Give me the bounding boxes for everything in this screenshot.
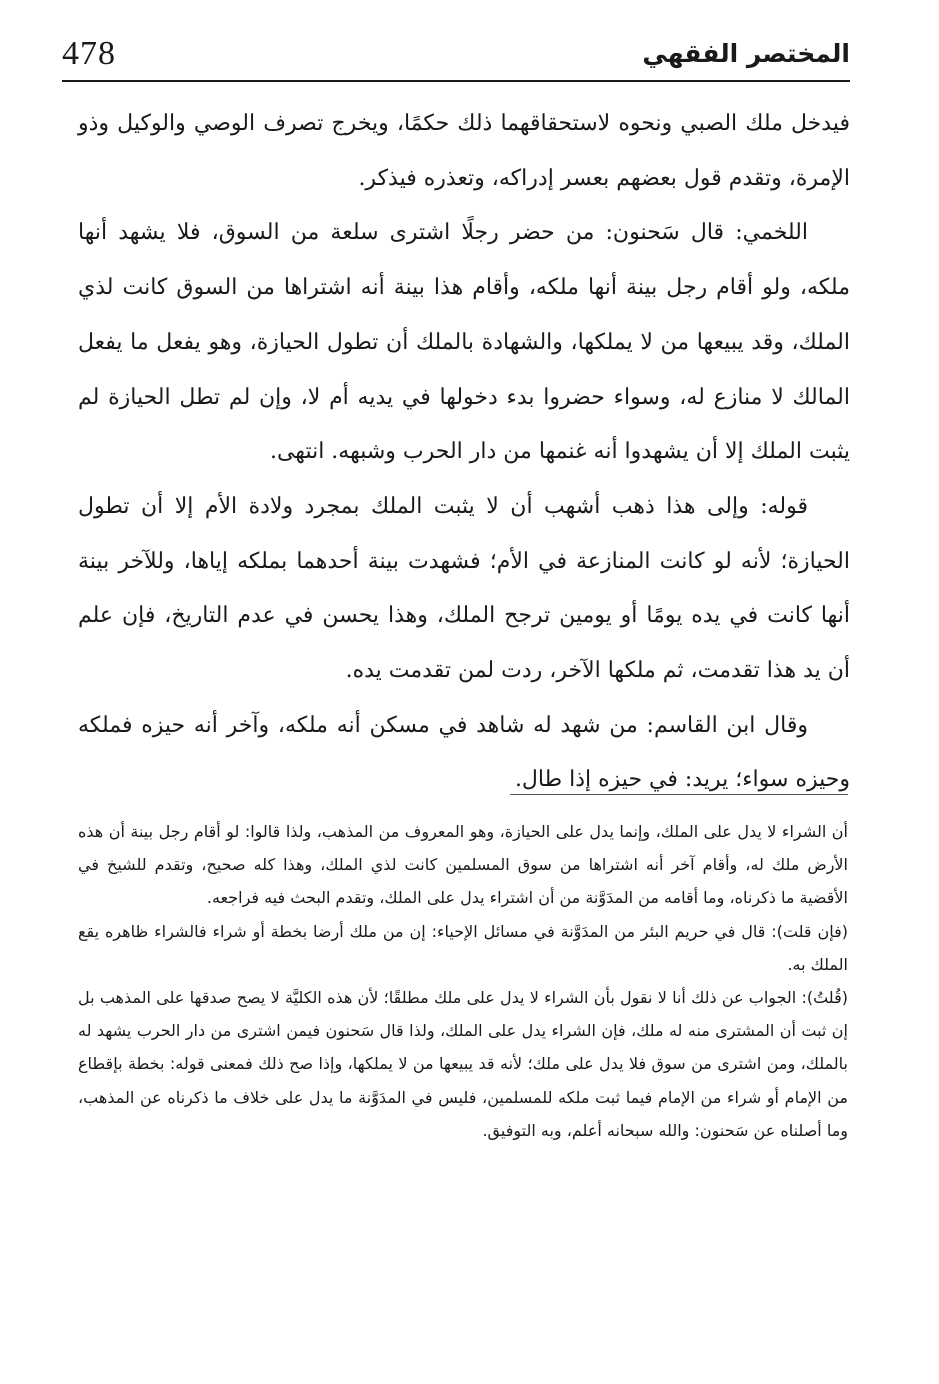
footnote-paragraph: (فإن قلت): قال في حريم البئر من المدَوَّنة في مسائل الإحياء: إن من ملك أرضا بخطة أو شراء فالشراء ظاهره يقع الملك به. [78, 921, 848, 974]
header-rule [62, 80, 850, 82]
main-paragraph: وقال ابن القاسم: من شهد له شاهد في مسكن أنه ملكه، وآخر أنه حيزه فملكه وحيزه سواء؛ يريد: في حيزه إذا طال. [78, 712, 850, 793]
footnote-separator [510, 794, 848, 795]
main-text [78, 97, 850, 808]
running-title: المختصر الفقهي [642, 39, 850, 68]
page-number: 478 [62, 35, 116, 72]
main-paragraph: اللخمي: قال سَحنون: من حضر رجلًا اشترى سلعة من السوق، فلا يشهد أنها ملكه، ولو أقام رجل بينة أنها ملكه، وأقام هذا بينة أنه اشتراها من السوق كانت لذي الملك، وقد يبيعها من لا يملكها، والشهادة بالملك أن تطول الحيازة، وهو يفعل ما يفعل المالك لا منازع له، وسواء حضروا بدء دخولها في يديه أم لا، وإن لم تطل الحيازة لم يثبت الملك إلا أن يشهدوا أنه غنمها من دار الحرب وشبهه. انتهى. [78, 220, 850, 465]
footnote-paragraph: (قُلتُ): الجواب عن ذلك أنا لا نقول بأن الشراء لا يدل على ملك مطلقًا؛ لأن هذه الكليَّة لا يصح صدقها على المذهب بل إن ثبت أن المشترى منه له ملك، فإن الشراء يدل على الملك، ولذا قال سَحنون فيمن اشترى من دار الحرب يشهد له بالملك، ومن اشترى من سوق فلا يدل على ملك؛ لأنه قد يبيعها من لا يملكها، وإذا صح ذلك فمعنى قوله: بخطة بإقطاع من الإمام أو شراء من الإمام فيما ثبت ملكه للمسلمين، فليس في المدَوَّنة ما يدل على خلاف ما ذكرناه عن المذهب، وما أصلناه عن سَحنون: والله سبحانه أعلم، وبه التوفيق. [78, 988, 848, 1140]
footnote-paragraph: أن الشراء لا يدل على الملك، وإنما يدل على الحيازة، وهو المعروف من المذهب، ولذا قالوا: لو أقام رجل بينة أن هذه الأرض ملك له، وأقام آخر أنه اشتراها من سوق المسلمين كانت لذي الملك، وهذا كله صحيح، وتقدم للشيخ في الأقضية ما ذكرناه، وما أقامه من المدَوَّنة من أن اشتراء يدل على الملك، وتقدم البحث فيه فراجعه. [78, 822, 848, 908]
main-paragraph: فيدخل ملك الصبي ونحوه لاستحقاقهما ذلك حكمًا، ويخرج تصرف الوصي والوكيل وذو الإمرة، وتقدم قول بعضهم بعسر إدراكه، وتعذره فيذكر. [78, 111, 850, 191]
footnotes [78, 815, 848, 1147]
page-header [62, 34, 850, 78]
main-paragraph: قوله: وإلى هذا ذهب أشهب أن لا يثبت الملك بمجرد ولادة الأم إلا أن تطول الحيازة؛ لأنه لو كانت المنازعة في الأم؛ فشهدت بينة أحدهما بملكه إياها، وللآخر بينة أنها كانت في يده يومًا أو يومين ترجح الملك، وهذا يحسن في عدم التاريخ، فإن علم أن يد هذا تقدمت، ثم ملكها الآخر، ردت لمن تقدمت يده. [78, 493, 851, 684]
